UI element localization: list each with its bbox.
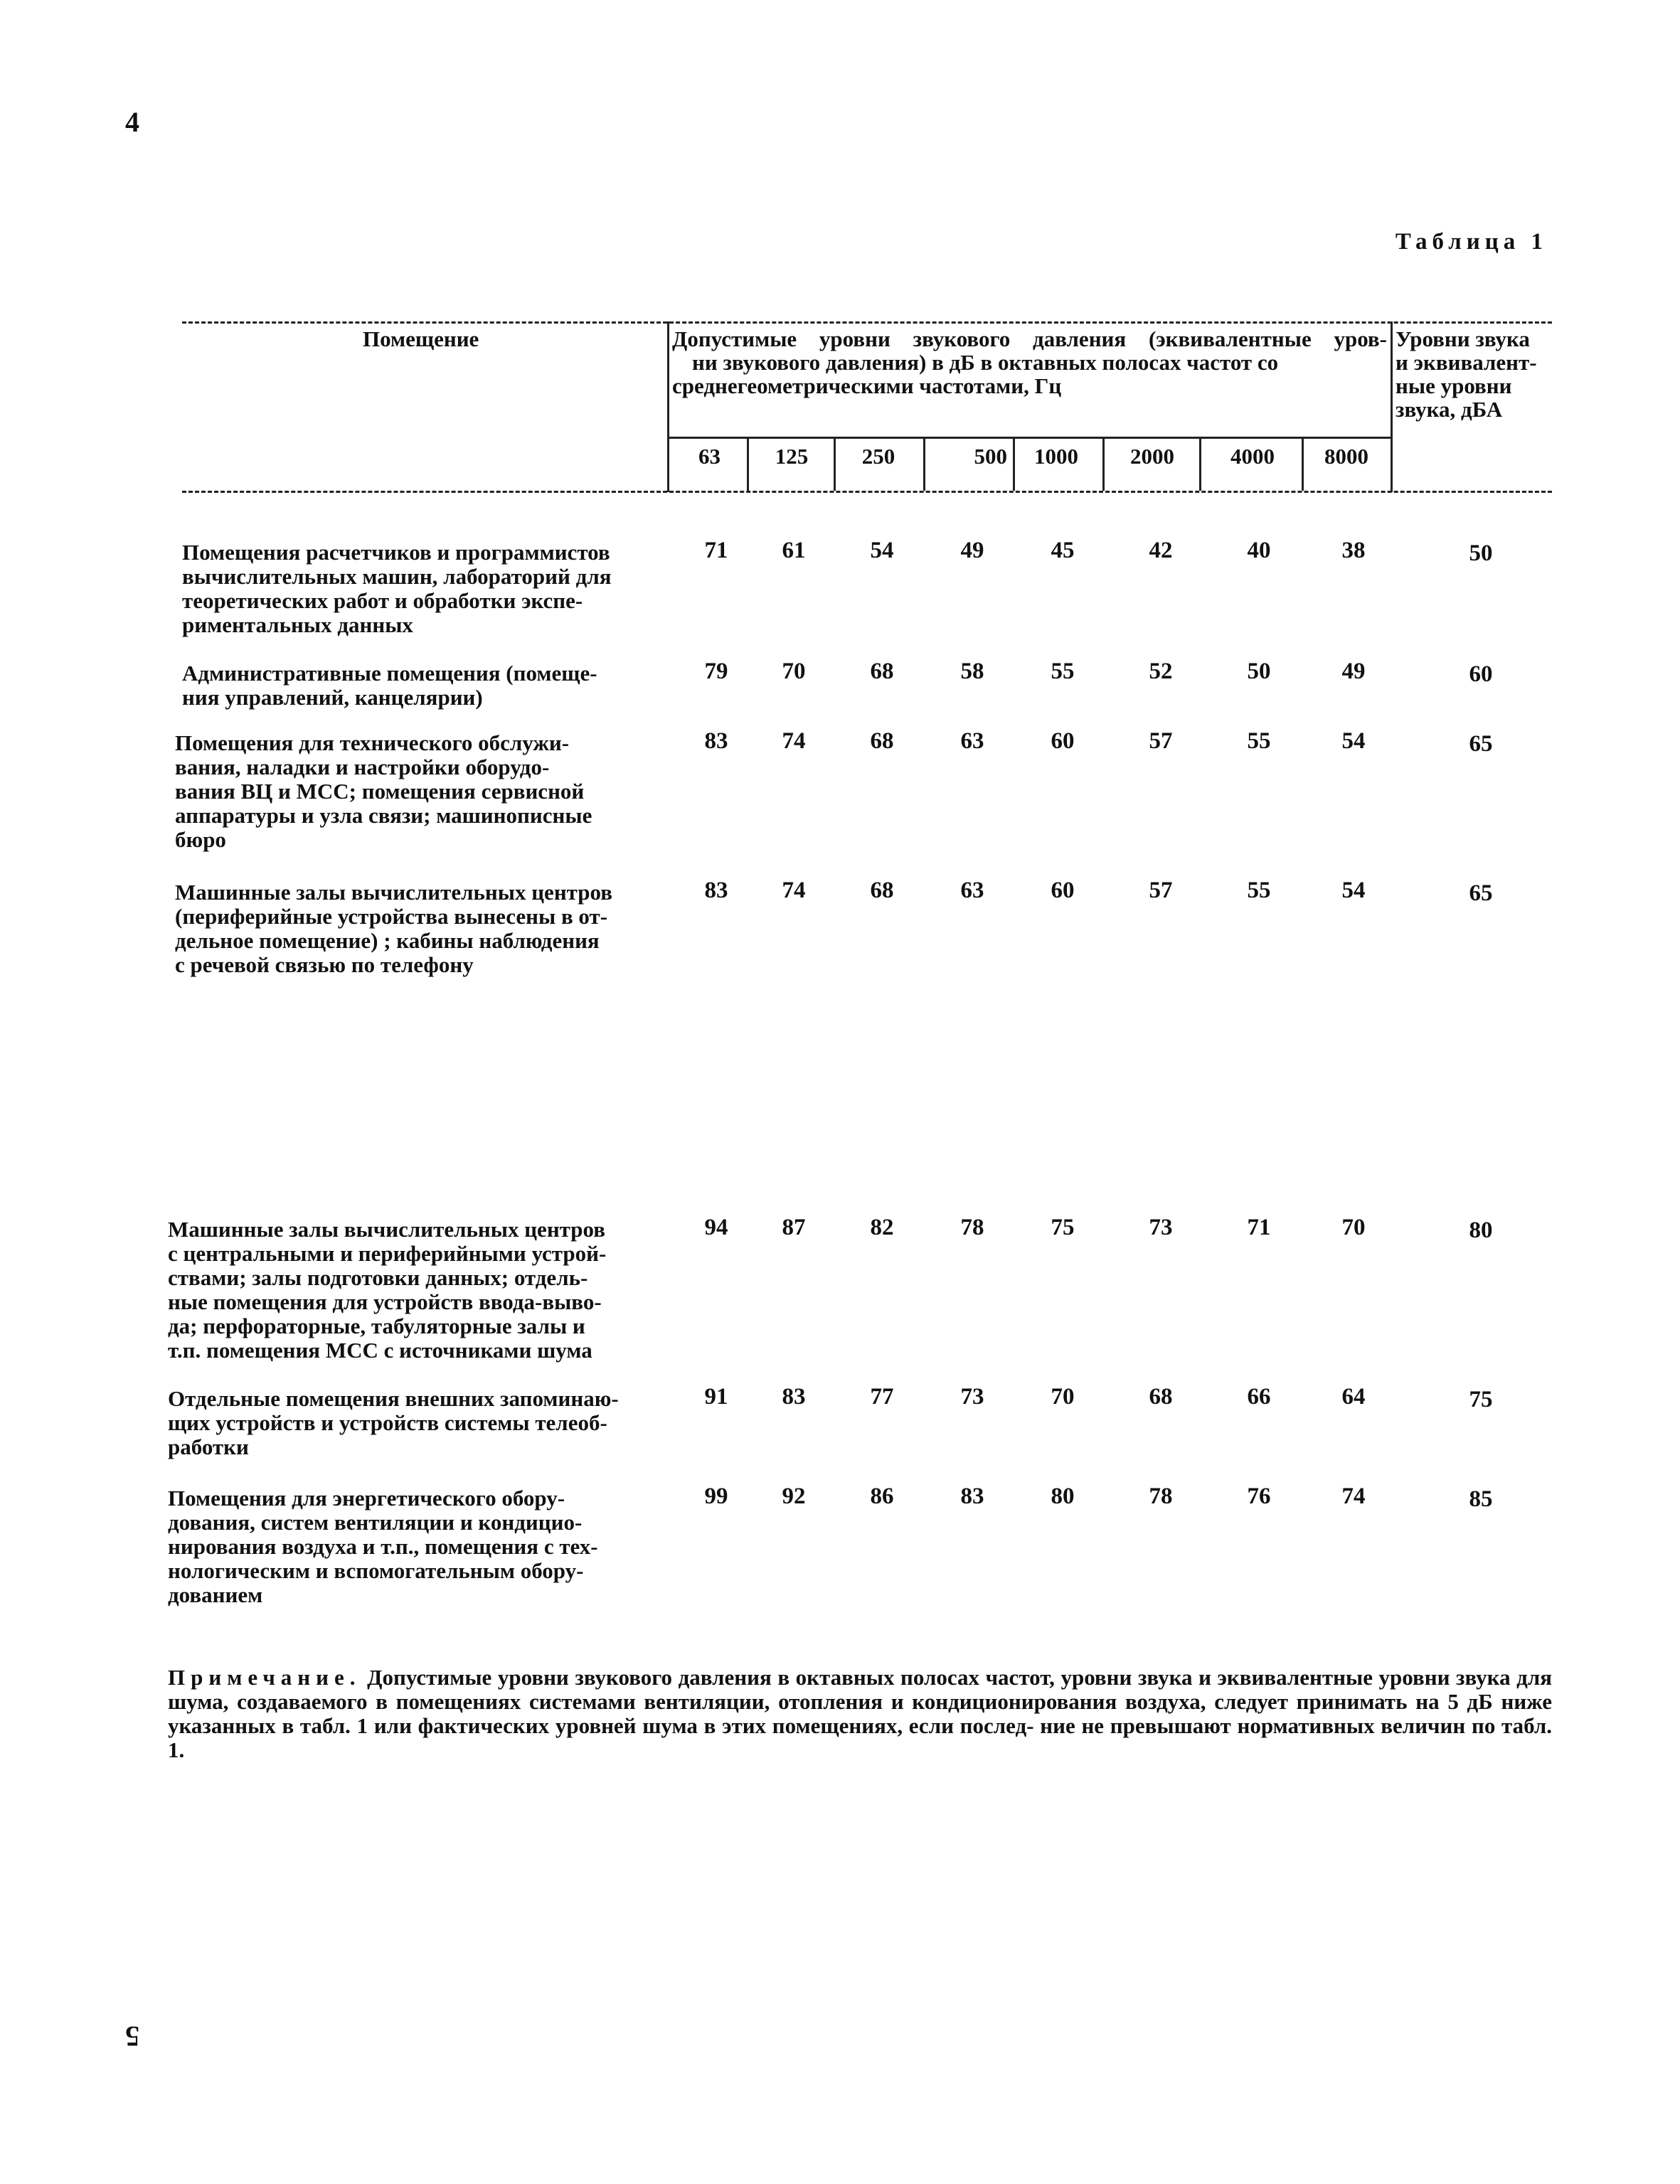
note-text: ние не превышают нормативных величин по табл. 1. <box>168 1713 1553 1762</box>
header-levels-line: среднегеометрическими частотами, Гц <box>672 373 1062 398</box>
level-cell-250: 68 <box>870 878 894 903</box>
level-cell-8000: 54 <box>1341 728 1366 754</box>
room-description-line: работки <box>168 1434 249 1459</box>
dba-cell: 80 <box>1469 1218 1493 1243</box>
header-room: Помещение <box>363 326 479 351</box>
freq-divider <box>834 437 836 491</box>
room-description-line: теоретических работ и обработки экспе- <box>182 588 583 613</box>
level-cell-8000: 70 <box>1341 1215 1366 1240</box>
table-title: Таблица 1 <box>1395 229 1548 255</box>
level-cell-4000: 76 <box>1247 1483 1271 1509</box>
room-description-line: дования, систем вентиляции и кондицио- <box>168 1510 583 1535</box>
freq-divider <box>747 437 749 491</box>
room-description-line: риментальных данных <box>182 612 413 637</box>
level-cell-250: 77 <box>870 1384 894 1410</box>
level-cell-2000: 73 <box>1149 1215 1173 1240</box>
room-description-line: дованием <box>168 1582 263 1607</box>
level-cell-1000: 60 <box>1051 728 1075 754</box>
level-cell-250: 68 <box>870 659 894 684</box>
freq-divider <box>923 437 925 491</box>
room-description-line: щих устройств и устройств системы телеоб- <box>168 1410 607 1435</box>
level-cell-125: 92 <box>782 1483 806 1509</box>
level-cell-125: 83 <box>782 1384 806 1410</box>
level-cell-1000: 70 <box>1051 1384 1075 1410</box>
room-description-line: с речевой связью по телефону <box>175 952 474 977</box>
freq-500: 500 <box>974 444 1007 469</box>
freq-divider <box>1102 437 1105 491</box>
page-number-bottom: 5 <box>125 2020 139 2052</box>
level-cell-4000: 55 <box>1247 878 1271 903</box>
freq-2000: 2000 <box>1130 444 1174 469</box>
freq-1000: 1000 <box>1034 444 1078 469</box>
room-description-line: Помещения для энергетического обору- <box>168 1486 565 1511</box>
room-description <box>168 1486 673 1607</box>
room-description-line: да; перфораторные, табуляторные залы и <box>168 1314 585 1338</box>
level-cell-500: 58 <box>960 659 984 684</box>
level-cell-500: 63 <box>960 728 984 754</box>
level-cell-125: 74 <box>782 728 806 754</box>
level-cell-4000: 50 <box>1247 659 1271 684</box>
dba-cell: 65 <box>1469 880 1493 906</box>
note-text: следует принимать на 5 дБ ниже указанных в табл. 1 или фактических уровней шума в этих помещениях, если послед- <box>168 1689 1553 1738</box>
room-description-line: ные помещения для устройств ввода-выво- <box>168 1289 602 1314</box>
header-levels-line: Допустимые уровни звукового давления (эквивалентные уров- <box>672 326 1387 351</box>
level-cell-125: 61 <box>782 538 806 563</box>
header-sound-line: ные уровни <box>1395 373 1512 398</box>
table-top-rule <box>182 321 1552 324</box>
frequency-row-rule <box>667 437 1391 439</box>
level-cell-63: 83 <box>704 728 728 754</box>
level-cell-500: 49 <box>960 538 984 563</box>
dba-cell: 65 <box>1469 731 1493 757</box>
level-cell-4000: 55 <box>1247 728 1271 754</box>
room-description-line: нирования воздуха и т.п., помещения с тех- <box>168 1534 598 1559</box>
dba-cell: 85 <box>1469 1486 1493 1512</box>
level-cell-4000: 71 <box>1247 1215 1271 1240</box>
room-description-line: аппаратуры и узла связи; машинописные <box>175 803 592 828</box>
level-cell-2000: 42 <box>1149 538 1173 563</box>
freq-4000: 4000 <box>1230 444 1275 469</box>
room-description <box>175 880 680 977</box>
level-cell-1000: 60 <box>1051 878 1075 903</box>
header-sound-line: Уровни звука <box>1395 326 1530 351</box>
room-description-line: ствами; залы подготовки данных; отдель- <box>168 1265 588 1290</box>
level-cell-2000: 57 <box>1149 878 1173 903</box>
room-description-line: вания ВЦ и МСС; помещения сервисной <box>175 779 585 804</box>
room-description-line: Машинные залы вычислительных центров <box>168 1217 605 1242</box>
level-cell-500: 83 <box>960 1483 984 1509</box>
level-cell-500: 78 <box>960 1215 984 1240</box>
table-note <box>168 1666 1552 1762</box>
room-description-line: Машинные залы вычислительных центров <box>175 880 612 905</box>
level-cell-8000: 64 <box>1341 1384 1366 1410</box>
room-description <box>175 731 680 852</box>
level-cell-63: 94 <box>704 1215 728 1240</box>
dba-cell: 50 <box>1469 540 1493 566</box>
header-permissible-levels <box>672 327 1387 398</box>
level-cell-250: 82 <box>870 1215 894 1240</box>
level-cell-4000: 66 <box>1247 1384 1271 1410</box>
level-cell-63: 83 <box>704 878 728 903</box>
level-cell-125: 70 <box>782 659 806 684</box>
header-levels-line: ни звукового давления) в дБ в октавных полосах частот со <box>692 350 1279 375</box>
room-description <box>182 661 687 710</box>
dba-cell: 60 <box>1469 661 1493 687</box>
level-cell-125: 74 <box>782 878 806 903</box>
room-description-line: Помещения расчетчиков и программистов <box>182 540 610 565</box>
freq-divider <box>1199 437 1201 491</box>
level-cell-63: 91 <box>704 1384 728 1410</box>
header-sound-line: звука, дБА <box>1395 397 1503 422</box>
freq-divider <box>1013 437 1015 491</box>
level-cell-63: 71 <box>704 538 728 563</box>
room-description-line: Отдельные помещения внешних запоминаю- <box>168 1386 619 1411</box>
room-description-line: т.п. помещения МСС с источниками шума <box>168 1338 592 1363</box>
level-cell-125: 87 <box>782 1215 806 1240</box>
room-description-line: ния управлений, канцелярии) <box>182 685 483 710</box>
level-cell-2000: 57 <box>1149 728 1173 754</box>
table-header-bottom-rule <box>182 491 1552 493</box>
level-cell-8000: 49 <box>1341 659 1366 684</box>
level-cell-2000: 78 <box>1149 1483 1173 1509</box>
room-description-line: с центральными и периферийными устрой- <box>168 1241 607 1266</box>
room-description-line: вания, наладки и настройки оборудо- <box>175 755 550 779</box>
header-divider-left <box>667 321 669 492</box>
level-cell-8000: 74 <box>1341 1483 1366 1509</box>
note-text: уровни звука для шума, создаваемого в помещениях системами вентиляции, отопления и кондиционирования воздуха, <box>168 1665 1552 1714</box>
room-description-line: Административные помещения (помеще- <box>182 661 597 686</box>
level-cell-4000: 40 <box>1247 538 1271 563</box>
room-description-line: дельное помещение) ; кабины наблюдения <box>175 928 600 953</box>
level-cell-8000: 38 <box>1341 538 1366 563</box>
room-description-line: нологическим и вспомогательным обору- <box>168 1558 584 1583</box>
level-cell-1000: 55 <box>1051 659 1075 684</box>
level-cell-250: 54 <box>870 538 894 563</box>
freq-63: 63 <box>698 444 721 469</box>
note-label: Примечание. <box>168 1665 361 1690</box>
freq-250: 250 <box>861 444 895 469</box>
level-cell-500: 63 <box>960 878 984 903</box>
header-divider-right <box>1391 321 1393 492</box>
level-cell-2000: 68 <box>1149 1384 1173 1410</box>
level-cell-500: 73 <box>960 1384 984 1410</box>
level-cell-250: 86 <box>870 1483 894 1509</box>
freq-8000: 8000 <box>1324 444 1368 469</box>
room-description <box>168 1387 673 1459</box>
room-description <box>182 540 687 637</box>
dba-cell: 75 <box>1469 1387 1493 1412</box>
room-description-line: (периферийные устройства вынесены в от- <box>175 904 608 929</box>
level-cell-1000: 45 <box>1051 538 1075 563</box>
level-cell-1000: 80 <box>1051 1483 1075 1509</box>
freq-divider <box>1302 437 1304 491</box>
page-number-top: 4 <box>125 106 139 138</box>
level-cell-250: 68 <box>870 728 894 754</box>
level-cell-1000: 75 <box>1051 1215 1075 1240</box>
note-text: Допустимые уровни звукового давления в октавных полосах частот, уровни звука и эквивалентные <box>367 1665 1373 1690</box>
room-description-line: Помещения для технического обслужи- <box>175 730 570 755</box>
room-description-line: бюро <box>175 827 226 852</box>
level-cell-63: 79 <box>704 659 728 684</box>
room-description <box>168 1218 673 1363</box>
header-sound-levels <box>1395 327 1552 421</box>
level-cell-63: 99 <box>704 1483 728 1509</box>
freq-125: 125 <box>775 444 809 469</box>
level-cell-2000: 52 <box>1149 659 1173 684</box>
room-description-line: вычислительных машин, лабораторий для <box>182 564 612 589</box>
header-sound-line: и эквивалент- <box>1395 350 1537 375</box>
level-cell-8000: 54 <box>1341 878 1366 903</box>
